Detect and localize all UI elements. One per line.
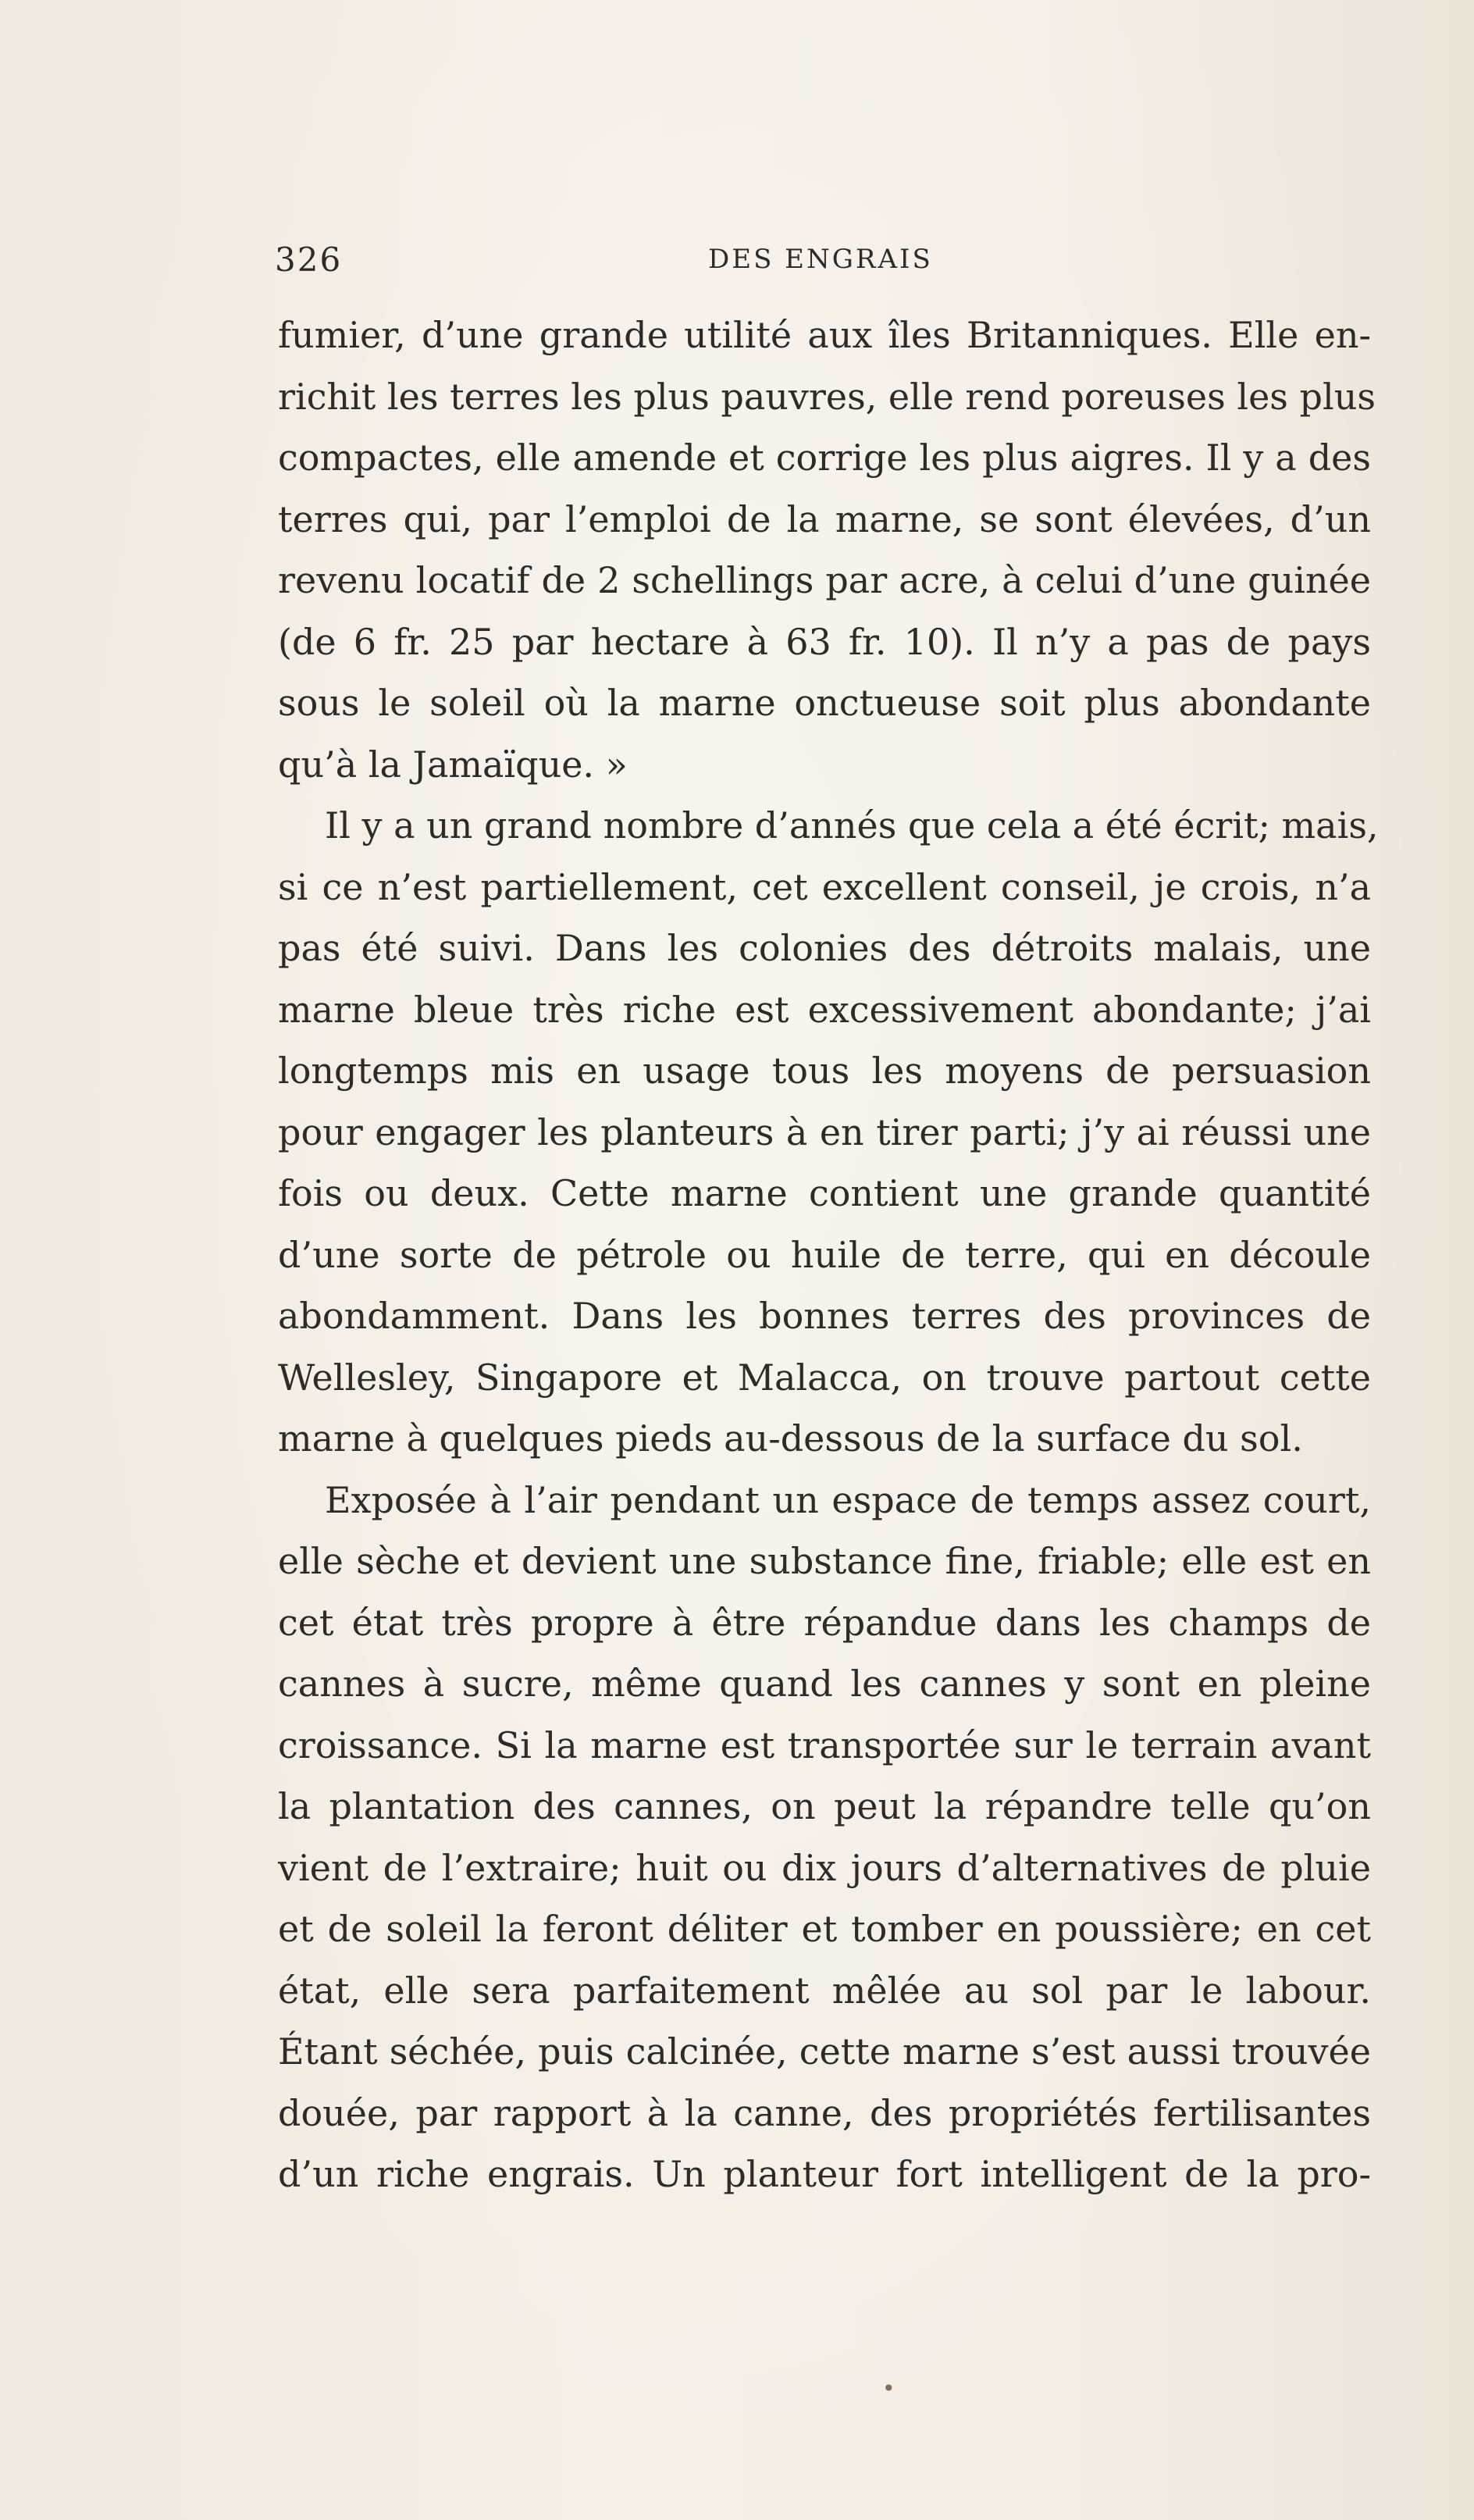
text-line: pour engager les planteurs à en tirer parti; j’y ai réussi une xyxy=(278,1110,1371,1153)
text-line: d’un riche engrais. Un planteur fort intelligent de la pro- xyxy=(278,2153,1371,2195)
text-line: si ce n’est partiellement, cet excellent conseil, je crois, n’a xyxy=(278,865,1371,908)
text-line: marne bleue très riche est excessivement abondante; j’ai xyxy=(278,988,1371,1031)
text-line: d’une sorte de pétrole ou huile de terre, qui en découle xyxy=(278,1233,1371,1276)
text-line: revenu locatif de 2 schellings par acre, à celui d’une guinée xyxy=(278,559,1371,601)
text-line: qu’à la Jamaïque. » xyxy=(278,743,628,786)
text-line: Wellesley, Singapore et Malacca, on trouve partout cette xyxy=(278,1356,1371,1399)
ink-speck: • xyxy=(882,2376,895,2401)
running-head: DES ENGRAIS xyxy=(708,244,933,275)
page-number: 326 xyxy=(275,241,343,279)
text-line: cannes à sucre, même quand les cannes y sont en pleine xyxy=(278,1663,1371,1705)
text-line: fumier, d’une grande utilité aux îles Britanniques. Elle en- xyxy=(278,314,1371,356)
text-line: terres qui, par l’emploi de la marne, se sont élevées, d’un xyxy=(278,497,1371,540)
text-line: Exposée à l’air pendant un espace de temps assez court, xyxy=(325,1478,1371,1521)
text-line: état, elle sera parfaitement mêlée au sol par le labour. xyxy=(278,1969,1371,2012)
text-line: la plantation des cannes, on peut la répandre telle qu’on xyxy=(278,1785,1371,1827)
text-line: abondamment. Dans les bonnes terres des provinces de xyxy=(278,1295,1371,1337)
page-header xyxy=(275,241,1196,287)
text-line: Étant séchée, puis calcinée, cette marne s’est aussi trouvée xyxy=(278,2030,1371,2073)
text-line: richit les terres les plus pauvres, elle rend poreuses les plus xyxy=(278,375,1376,418)
text-line: fois ou deux. Cette marne contient une grande quantité xyxy=(278,1172,1371,1214)
text-line: pas été suivi. Dans les colonies des détroits malais, une xyxy=(278,927,1371,969)
body-text xyxy=(278,305,1379,2205)
text-line: croissance. Si la marne est transportée sur le terrain avant xyxy=(278,1723,1371,1766)
text-line: Il y a un grand nombre d’annés que cela a été écrit; mais, xyxy=(325,804,1379,847)
text-line: longtemps mis en usage tous les moyens de persuasion xyxy=(278,1050,1371,1092)
text-line: compactes, elle amende et corrige les plus aigres. Il y a des xyxy=(278,437,1371,479)
text-line: et de soleil la feront déliter et tomber en poussière; en cet xyxy=(278,1908,1371,1950)
text-line: vient de l’extraire; huit ou dix jours d’alternatives de pluie xyxy=(278,1846,1371,1889)
text-line: cet état très propre à être répandue dans les champs de xyxy=(278,1601,1371,1644)
text-line: (de 6 fr. 25 par hectare à 63 fr. 10). Il n’y a pas de pays xyxy=(278,620,1371,663)
text-line: douée, par rapport à la canne, des propriétés fertilisantes xyxy=(278,2091,1371,2134)
text-line: elle sèche et devient une substance fine, friable; elle est en xyxy=(278,1540,1371,1582)
text-line: sous le soleil où la marne onctueuse soit plus abondante xyxy=(278,682,1371,724)
text-line: marne à quelques pieds au-dessous de la surface du sol. xyxy=(278,1417,1303,1460)
